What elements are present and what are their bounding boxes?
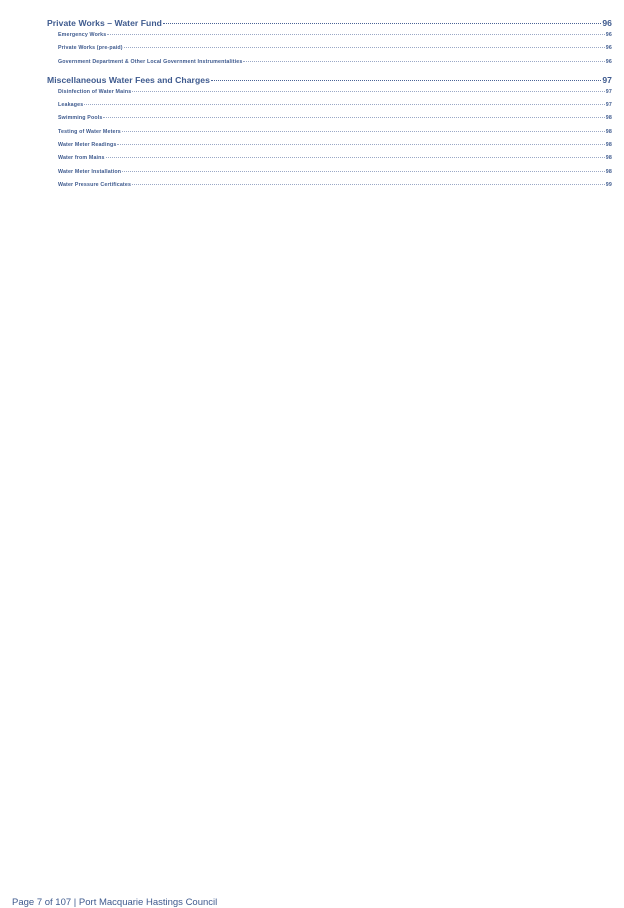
toc-item-title: Water Meter Readings — [58, 142, 117, 149]
table-of-contents — [47, 18, 612, 195]
toc-dot-leader — [211, 80, 601, 81]
toc-item-testing-of-water-meters[interactable] — [47, 129, 612, 142]
toc-item-title: Private Works (pre-paid) — [58, 45, 123, 52]
toc-page-number: 97 — [605, 102, 612, 109]
toc-dot-leader — [132, 184, 605, 185]
toc-item-title: Swimming Pools — [58, 115, 103, 122]
toc-page-number: 96 — [605, 32, 612, 38]
toc-item-disinfection-of-water-mains[interactable] — [47, 89, 612, 102]
toc-item-title: Water Pressure Certificates — [58, 181, 132, 188]
toc-item-private-works-pre-paid[interactable] — [47, 45, 612, 58]
toc-item-title: Government Department & Other Local Government Instrumentalities — [58, 58, 243, 65]
toc-item-title: Disinfection of Water Mains — [58, 88, 132, 95]
toc-item-swimming-pools[interactable] — [47, 115, 612, 128]
toc-dot-leader — [124, 47, 605, 48]
toc-page-number: 96 — [605, 58, 612, 65]
toc-dot-leader — [84, 104, 604, 105]
toc-page-number: 98 — [605, 155, 612, 162]
toc-item-emergency-works[interactable] — [47, 32, 612, 45]
toc-item-water-meter-readings[interactable] — [47, 142, 612, 155]
toc-dot-leader — [122, 171, 605, 172]
toc-item-water-meter-installation[interactable] — [47, 169, 612, 182]
toc-item-title: Water from Mains — [58, 155, 105, 162]
toc-dot-leader — [132, 91, 604, 92]
toc-dot-leader — [163, 23, 601, 24]
page-footer: Page 7 of 107 | Port Macquarie Hastings Council — [12, 897, 218, 908]
toc-dot-leader — [122, 131, 605, 132]
toc-dot-leader — [107, 34, 604, 35]
toc-item-water-pressure-certificates[interactable] — [47, 182, 612, 195]
toc-dot-leader — [117, 144, 604, 145]
toc-item-title: Leakages — [58, 102, 84, 109]
toc-section-title: Private Works – Water Fund — [47, 18, 162, 28]
toc-page-number: 98 — [605, 128, 612, 135]
toc-item-water-from-mains[interactable] — [47, 155, 612, 168]
toc-item-government-department[interactable] — [47, 59, 612, 72]
toc-item-leakages[interactable] — [47, 102, 612, 115]
toc-dot-leader — [103, 117, 604, 118]
toc-item-title: Water Meter Installation — [58, 168, 122, 175]
toc-dot-leader — [106, 157, 605, 158]
toc-page-number: 97 — [602, 74, 612, 85]
toc-page-number: 99 — [605, 181, 612, 188]
toc-page-number: 98 — [605, 168, 612, 175]
toc-item-title: Emergency Works — [58, 32, 107, 38]
toc-section-title: Miscellaneous Water Fees and Charges — [47, 74, 210, 85]
toc-dot-leader — [243, 61, 604, 62]
toc-page-number: 96 — [605, 45, 612, 52]
toc-item-title: Testing of Water Meters — [58, 128, 121, 135]
toc-section-miscellaneous-water-fees[interactable] — [47, 75, 612, 89]
toc-page-number: 98 — [605, 115, 612, 122]
toc-page-number: 96 — [602, 18, 612, 28]
toc-page-number: 98 — [605, 142, 612, 149]
toc-section-private-works-water-fund[interactable] — [47, 18, 612, 32]
toc-page-number: 97 — [605, 88, 612, 95]
